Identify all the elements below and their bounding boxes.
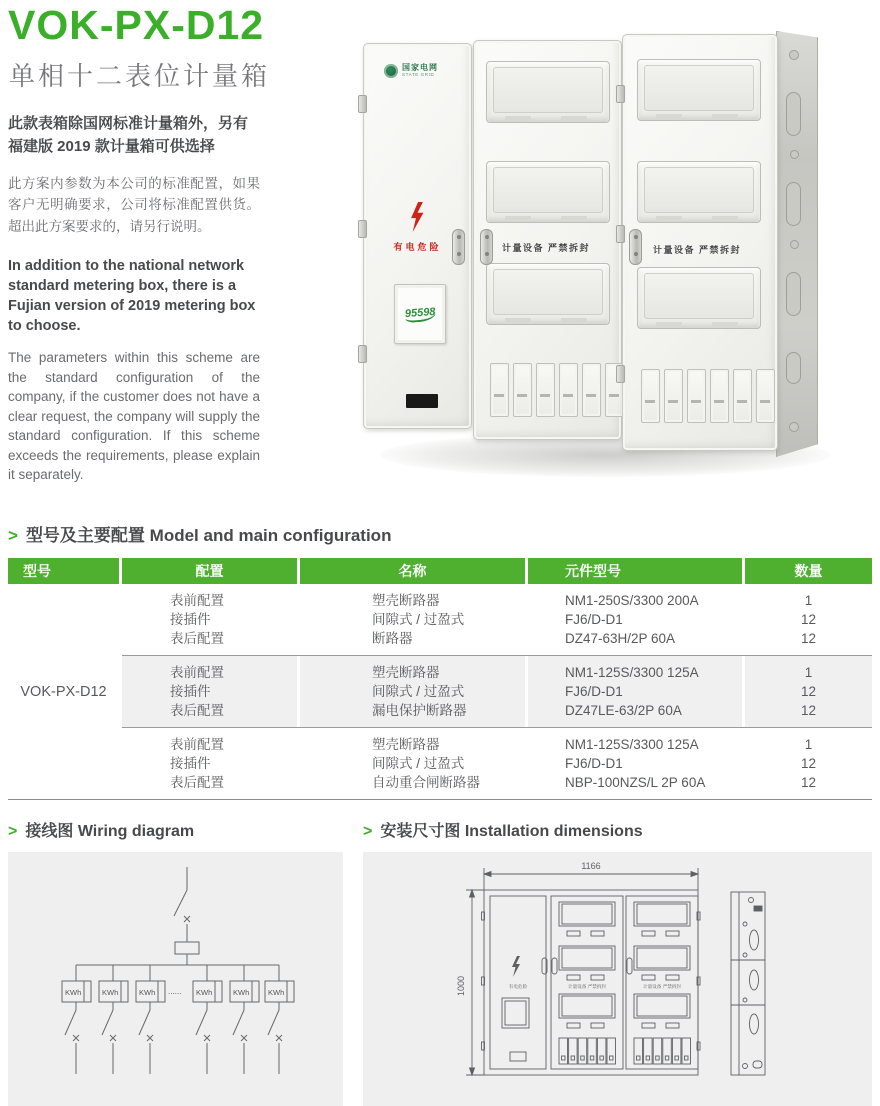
page-subtitle: 单相十二表位计量箱: [9, 61, 271, 91]
knockout-oval: [786, 272, 801, 316]
meter-window: [637, 59, 761, 121]
breaker-cover: [756, 369, 775, 423]
qty-cell: 12: [800, 775, 817, 790]
part-cell: FJ6/D-D1: [565, 756, 623, 771]
knockout-circle: [790, 150, 799, 159]
meter-window: [486, 61, 610, 123]
qty-cell: 12: [800, 631, 817, 646]
name-cell: 间隙式 / 过盈式: [300, 682, 525, 701]
knockout-oval: [786, 352, 801, 384]
chevron-icon: >: [8, 526, 18, 545]
table-section-title: [8, 521, 391, 546]
meter-label: KWh: [196, 988, 213, 997]
brand-en-label: STATE GRID: [402, 71, 435, 77]
column-header: 元件型号: [528, 558, 742, 584]
hinge: [616, 365, 625, 383]
qty-cell: 1: [804, 737, 813, 752]
knockout-oval: [786, 182, 801, 226]
qty-cell: 1: [804, 593, 813, 608]
config-cell: 接插件: [122, 682, 297, 701]
breaker-cover: [559, 363, 578, 417]
meter-label: KWh: [268, 988, 285, 997]
meter-window: [637, 161, 761, 223]
table-header-row: [8, 558, 872, 584]
configuration-table: [8, 558, 872, 800]
meter-label: KWh: [233, 988, 250, 997]
wiring-diagram-panel: [8, 852, 343, 1106]
config-cell: 接插件: [170, 612, 211, 627]
page-title: VOK-PX-D12: [8, 2, 265, 48]
dimensions-panel: [363, 852, 872, 1106]
meter-window: [486, 263, 610, 325]
qty-cell: 12: [800, 612, 817, 627]
wiring-title-en: Wiring diagram: [77, 823, 195, 840]
config-cell: 表后配置: [122, 701, 297, 727]
part-cell: DZ47LE-63/2P 60A: [528, 701, 742, 727]
part-cell: FJ6/D-D1: [528, 682, 742, 701]
dims-section-title: [363, 818, 643, 841]
seal-label-small: 计量设备 严禁拆封: [642, 984, 682, 989]
qty-cell: 1: [745, 656, 872, 682]
chevron-icon: >: [8, 823, 18, 840]
hinge: [616, 85, 625, 103]
config-cell: 接插件: [170, 756, 211, 771]
name-cell: 塑壳断路器: [372, 593, 440, 608]
danger-label-small: 有电危险: [508, 984, 528, 989]
breaker-cover: [490, 363, 509, 417]
seal-label: 计量设备 严禁拆封: [653, 245, 742, 255]
model-cell: VOK-PX-D12: [20, 683, 107, 700]
name-cell: 漏电保护断路器: [300, 701, 525, 727]
meter-label: KWh: [65, 988, 82, 997]
breaker-cover: [687, 369, 706, 423]
meter-window: [637, 267, 761, 329]
door-lock: [629, 229, 642, 265]
chevron-icon: >: [363, 823, 373, 840]
nameplate-label: [406, 394, 438, 408]
door-lock: [452, 229, 465, 265]
ellipsis-dots: ......: [168, 987, 182, 996]
service-number: 95598: [404, 305, 436, 322]
config-cell: 表前配置: [122, 656, 297, 682]
qty-cell: 12: [800, 756, 817, 771]
part-cell: FJ6/D-D1: [565, 612, 623, 627]
breaker-cover: [536, 363, 555, 417]
lightning-icon: [409, 202, 425, 232]
state-grid-emblem-icon: [384, 64, 398, 78]
meter-door: [622, 34, 778, 451]
knockout-circle: [789, 50, 799, 60]
meter-door: [473, 40, 622, 440]
brand-cn-label: 国家电网: [402, 63, 438, 73]
config-cell: 表前配置: [170, 737, 224, 752]
dims-title-en: Installation dimensions: [464, 823, 643, 840]
column-header: 配置: [122, 558, 297, 584]
state-grid-logo: [384, 64, 438, 78]
column-header: 名称: [300, 558, 525, 584]
table-title-cn: 型号及主要配置: [25, 526, 145, 545]
part-cell: NM1-250S/3300 200A: [565, 593, 699, 608]
wiring-diagram: [8, 852, 343, 1106]
breaker-row: [490, 363, 624, 417]
config-group-2: [122, 655, 872, 727]
breaker-row: [641, 369, 775, 423]
cabinet-side-panel: [776, 31, 818, 457]
name-cell: 间隙式 / 过盈式: [372, 612, 465, 627]
part-cell: NBP-100NZS/L 2P 60A: [565, 775, 706, 790]
config-cell: 表后配置: [170, 631, 224, 646]
qty-cell: 12: [745, 701, 872, 727]
part-cell: NM1-125S/3300 125A: [528, 656, 742, 682]
height-dimension-label: 1000: [456, 975, 466, 997]
intro-column: [8, 112, 260, 485]
hinge: [358, 95, 367, 113]
intro-en-body: The parameters within this scheme are the standard configuration of the company, if the customer does not have a clear request, the company will supply the standard configuration. If this scheme exceeds the requirements, please explain it separately.: [8, 350, 260, 483]
wiring-section-title: [8, 818, 194, 841]
qty-cell: 12: [745, 682, 872, 701]
config-group-3: [122, 727, 872, 799]
config-cell: 表后配置: [170, 775, 224, 790]
table-title-en: Model and main configuration: [149, 526, 392, 545]
meter-label: KWh: [139, 988, 156, 997]
door-lock: [480, 229, 493, 265]
breaker-cover: [733, 369, 752, 423]
product-photo: [350, 25, 870, 495]
knockout-oval: [786, 92, 801, 136]
name-cell: 断路器: [372, 631, 413, 646]
breaker-cover: [582, 363, 601, 417]
intro-cn-body: 此方案内参数为本公司的标准配置，如果 客户无明确要求，公司将标准配置供货。 超出此方案要求的，请另行说明。: [8, 175, 260, 235]
intro-en-heading: In addition to the national network standard metering box, there is a Fujian version of 2019 metering box to choose.: [8, 258, 256, 335]
danger-label: 有电危险: [393, 242, 442, 252]
dims-title-cn: 安装尺寸图: [380, 823, 461, 840]
name-cell: 间隙式 / 过盈式: [372, 756, 465, 771]
column-header: 型号: [8, 558, 119, 584]
name-cell: 自动重合闸断路器: [372, 775, 480, 790]
column-header: 数量: [745, 558, 872, 584]
width-dimension-label: 1166: [581, 861, 601, 871]
breaker-cover: [710, 369, 729, 423]
knockout-circle: [789, 422, 799, 432]
part-cell: NM1-125S/3300 125A: [565, 737, 699, 752]
meter-label: KWh: [102, 988, 119, 997]
config-group-1: [122, 584, 872, 655]
breaker-cover: [641, 369, 660, 423]
hinge: [616, 225, 625, 243]
name-cell: 塑壳断路器: [300, 656, 525, 682]
config-cell: 表前配置: [170, 593, 224, 608]
wiring-title-cn: 接线图: [25, 823, 74, 840]
seal-label-small: 计量设备 严禁拆封: [567, 984, 607, 989]
name-cell: 塑壳断路器: [372, 737, 440, 752]
part-cell: DZ47-63H/2P 60A: [565, 631, 676, 646]
breaker-cover: [513, 363, 532, 417]
dimensions-drawing: [363, 852, 872, 1106]
breaker-cover: [664, 369, 683, 423]
knockout-circle: [790, 240, 799, 249]
hinge: [358, 345, 367, 363]
service-sticker: [394, 284, 446, 344]
seal-label: 计量设备 严禁拆封: [502, 243, 591, 253]
intro-cn-heading: 此款表箱除国网标准计量箱外，另有 福建版 2019 款计量箱可供选择: [8, 115, 249, 156]
hinge: [358, 220, 367, 238]
meter-window: [486, 161, 610, 223]
service-door: [363, 43, 472, 429]
